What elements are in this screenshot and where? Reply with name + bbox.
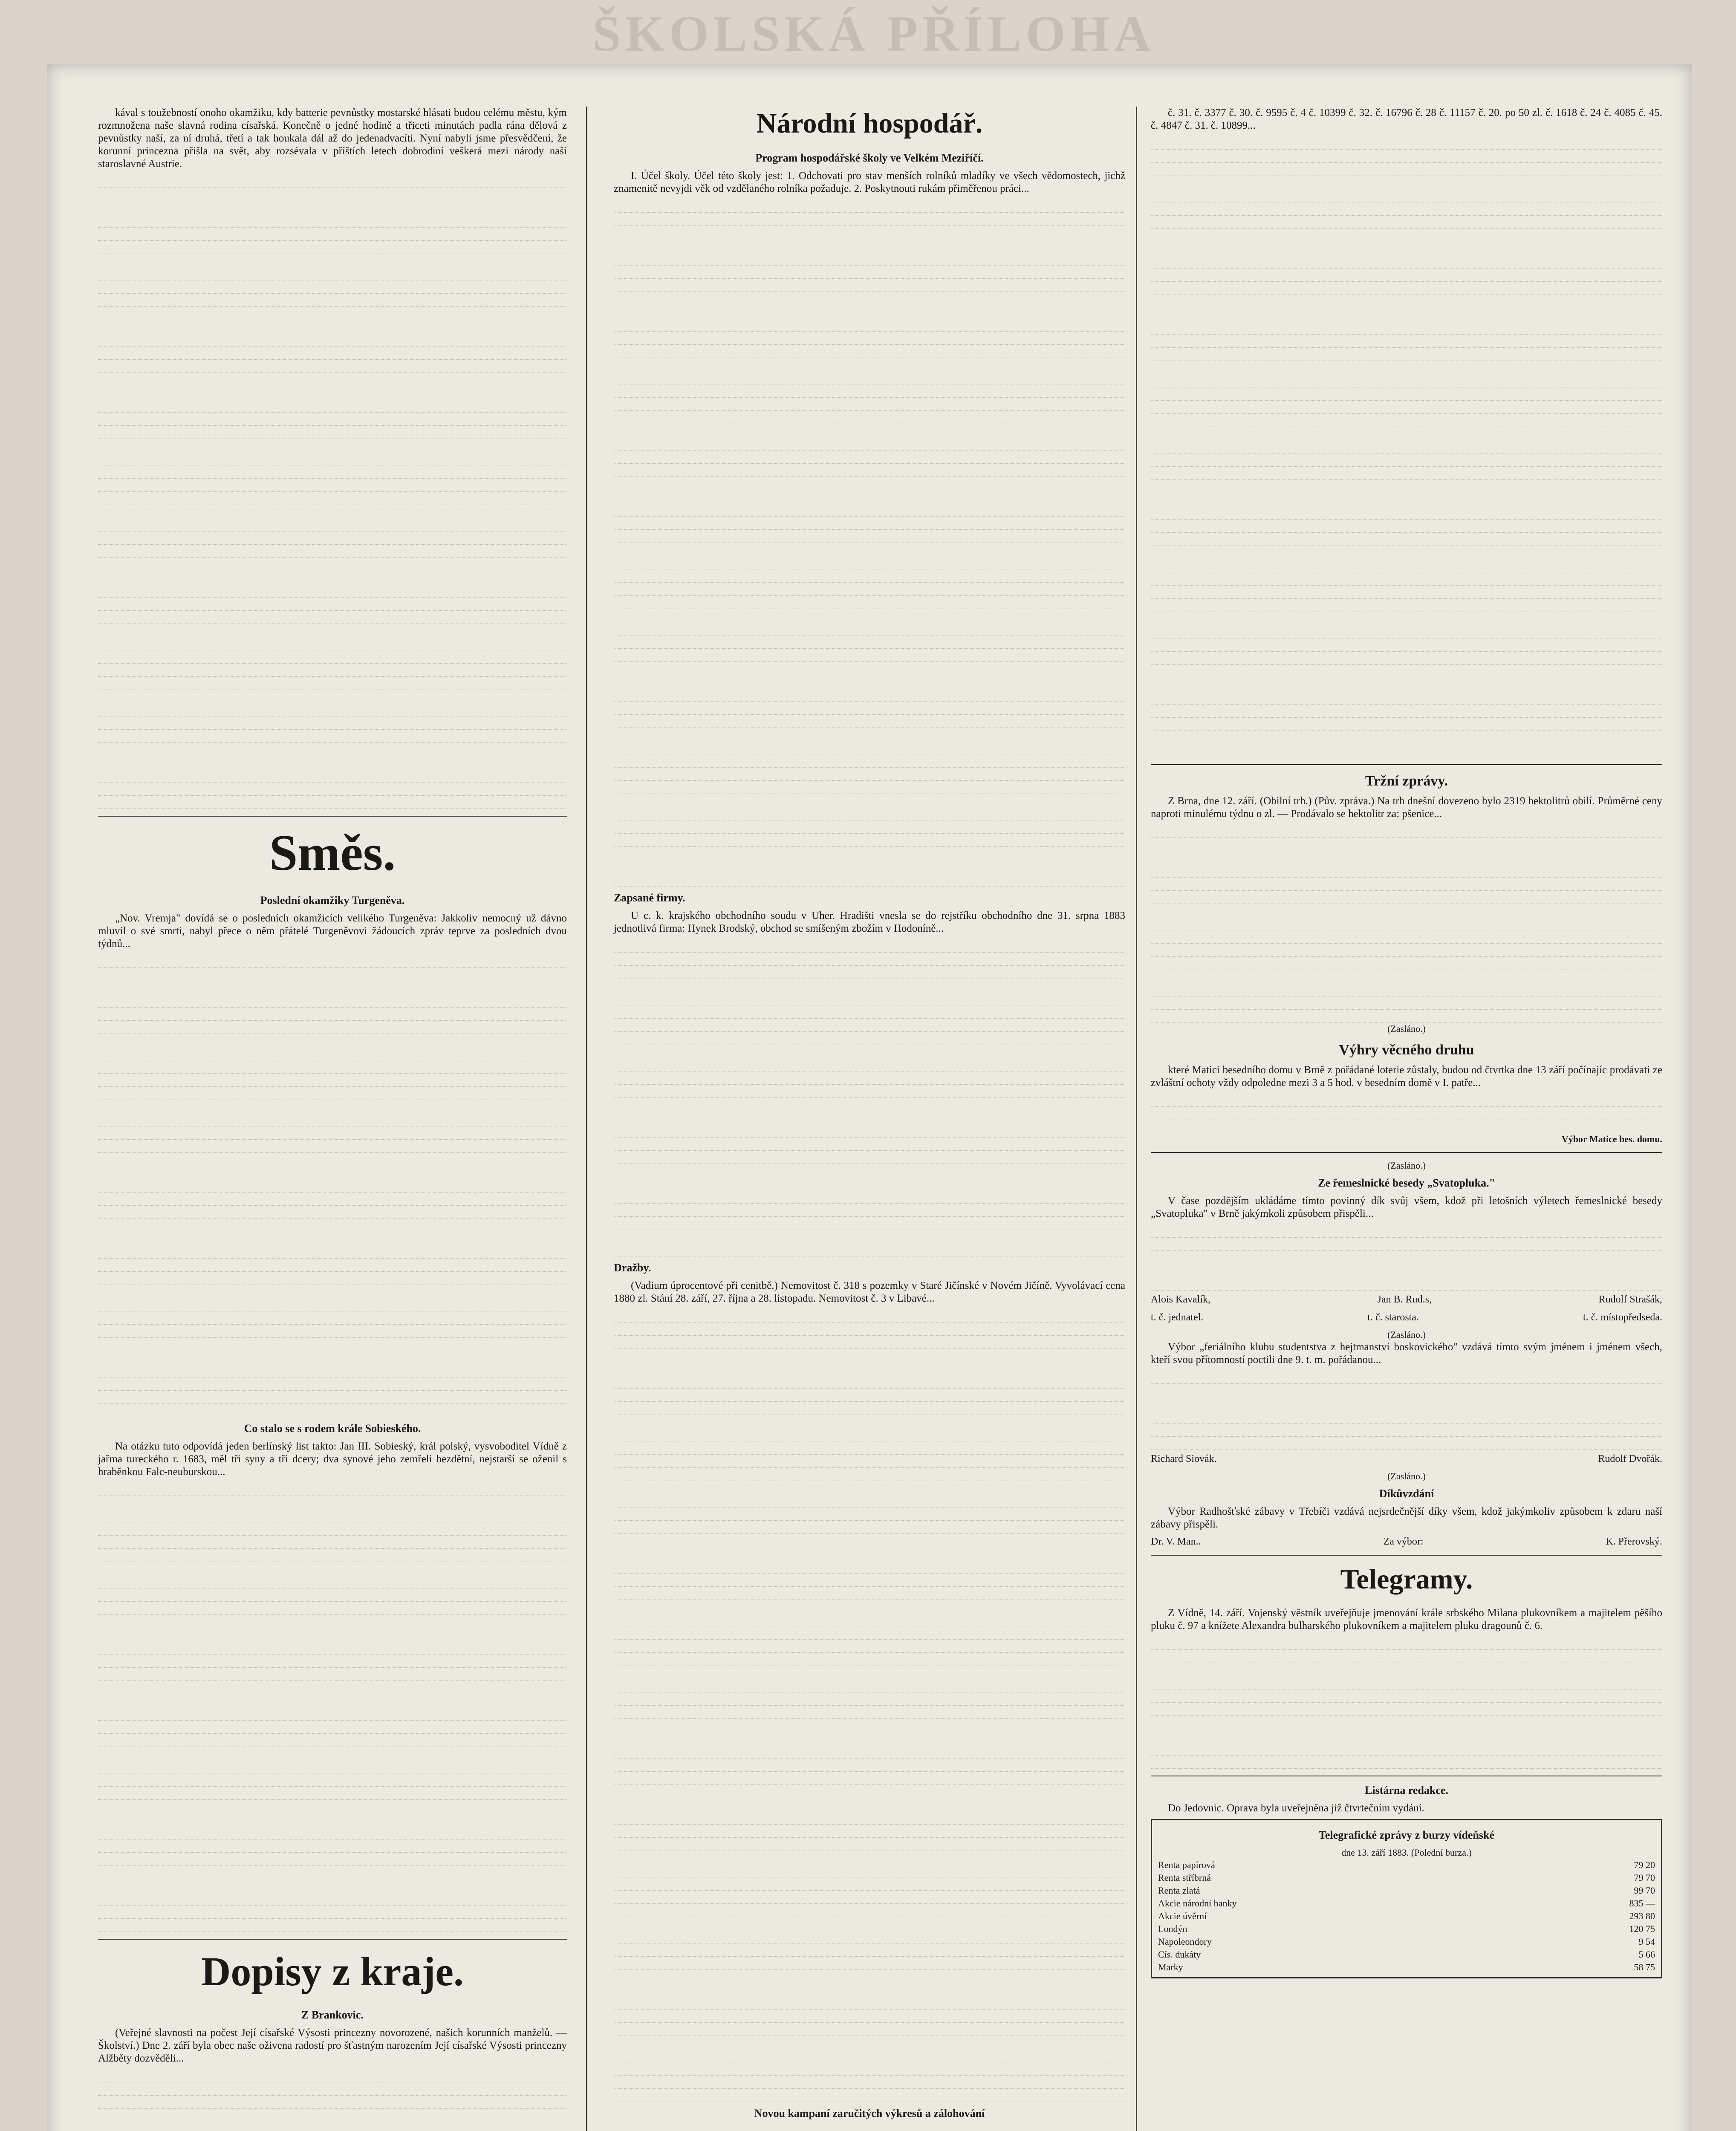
article-text: Z Vídně, 14. září. Vojenský věstník uveřejňuje jmenování krále srbského Milana plukovníkem a majitelem pěšího pluku č. 97 a knížete Alexandra bulharského plukovníkem a majitelem pluku dragounů č. 6.: [1151, 1607, 1662, 1631]
article-heading: Zapsané firmy.: [614, 892, 685, 904]
column-1: [98, 107, 567, 2131]
rate-value: 79 20: [1634, 1860, 1655, 1870]
article-heading: Poslední okamžiky Turgeněva.: [260, 894, 405, 907]
masthead-ghost: ŠKOLSKÁ PŘÍLOHA: [592, 5, 1155, 62]
section-title-trzni: Tržní zprávy.: [1365, 773, 1448, 789]
divider: [1151, 1555, 1662, 1556]
signature-name: Jan B. Rud.s,: [1377, 1294, 1432, 1305]
section-title-listarna: Listárna redakce.: [1365, 1784, 1448, 1796]
column-rule: [1136, 107, 1137, 2131]
rate-value: 5 66: [1638, 1949, 1655, 1960]
signature-name: Dr. V. Man..: [1151, 1536, 1201, 1547]
article-heading: Co stalo se s rodem krále Sobieského.: [244, 1422, 421, 1435]
signature-role: t. č. starosta.: [1367, 1312, 1419, 1323]
section-title-dikuvzdani: Díkůvzdání: [1379, 1487, 1434, 1500]
rate-value: 58 75: [1634, 1962, 1655, 1972]
rate-label: Marky: [1158, 1962, 1183, 1972]
stock-rates-box: [1151, 1819, 1662, 1978]
rate-label: Cís. dukáty: [1158, 1949, 1201, 1960]
signature-row: [1151, 1535, 1662, 1548]
rates-table: [1155, 1859, 1658, 1974]
rates-row: [1155, 1923, 1658, 1935]
zaslano-note: (Zasláno.): [1387, 1023, 1426, 1034]
signature-name: Rudolf Strašák,: [1598, 1294, 1662, 1305]
body-text-lines: [98, 1483, 567, 1932]
rates-row: [1155, 1859, 1658, 1871]
body-text-lines: [1151, 1224, 1662, 1291]
body-text-lines: [1151, 136, 1662, 757]
column-rule: [586, 107, 587, 2131]
section-title-narodni-hospodar: Národní hospodář.: [756, 108, 983, 139]
body-text-lines: [614, 1309, 1125, 2102]
rate-value: 835 —: [1629, 1898, 1655, 1909]
section-title-telegramy: Telegramy.: [1340, 1564, 1473, 1595]
article-text: Do Jedovnic. Oprava byla uveřejněna již čtvrtečním vydání.: [1168, 1802, 1424, 1814]
section-title-smes: Směs.: [269, 824, 396, 881]
rates-row: [1155, 1910, 1658, 1923]
article-heading: Program hospodářské školy ve Velkém Meziříčí.: [755, 152, 984, 164]
body-text-lines: [98, 2069, 567, 2131]
body-text-lines: [614, 199, 1125, 886]
article-heading: Novou kampaní zaručitých výkresů a zálohování: [754, 2107, 985, 2119]
rate-label: Renta stříbrná: [1158, 1872, 1211, 1883]
rate-label: Akcie národní banky: [1158, 1898, 1237, 1909]
article-text: „Nov. Vremja" dovídá se o posledních okamžicích velikého Turgeněva: Jakkoliv nemocný už dávno mluvil o své smrti, nabyl přece o něm přátelé Turgeněvovi žádoucích zpráv teprve za posledních dvou týdnů...: [98, 912, 567, 950]
article-heading: Dražby.: [614, 1262, 651, 1274]
body-text-lines: [1151, 825, 1662, 1023]
section-title-svatopluk: Ze řemeslnické besedy „Svatopluka.": [1318, 1177, 1495, 1189]
signature-name: K. Přerovský.: [1606, 1536, 1662, 1547]
article-text: Výbor „feriálního klubu studentstva z hejtmanství boskovického" vzdává tímto svým jménem i jménem všech, kteří svou přítomností poctili dne 9. t. m. pořádanou...: [1151, 1341, 1662, 1366]
body-text-lines: [1151, 1094, 1662, 1133]
divider: [1151, 764, 1662, 765]
section-title-vyhry: Výhry věcného druhu: [1339, 1042, 1474, 1058]
body-text-lines: [614, 2125, 1125, 2131]
signature-role: t. č. místopředseda.: [1583, 1312, 1662, 1323]
divider: [98, 816, 567, 817]
article-text: které Matici besedního domu v Brně z pořádané loterie zůstaly, budou od čtvrtka dne 13 září počínajíc prodávati ze zvláštní ochoty vždy odpoledne mezi 3 a 5 hod. v besedním domě v I. patře...: [1151, 1064, 1662, 1089]
signature-name: Za výbor:: [1383, 1536, 1424, 1547]
rate-label: Londýn: [1158, 1923, 1187, 1934]
rates-title: Telegrafické zprávy z burzy vídeňské: [1318, 1829, 1495, 1841]
rates-row: [1155, 1935, 1658, 1948]
lottery-numbers: č. 31. č. 3377 č. 30. č. 9595 č. 4 č. 10399 č. 32. č. 16796 č. 28 č. 11157 č. 20. po 50 zl. č. 1618 č. 24 č. 4085 č. 45. č. 4847 č. 31. č. 10899...: [1151, 107, 1662, 131]
rate-value: 9 54: [1638, 1936, 1655, 1947]
article-text: (Veřejné slavnosti na počest Její císařské Výsosti princezny novorozené, našich korunních manželů. — Školství.) Dne 2. září byla obec naše oživena radostí pro šťastným narozením Její císařské Výsosti princezny Alžběty dozvěděli...: [98, 2027, 567, 2064]
rates-row: [1155, 1897, 1658, 1910]
zaslano-note: (Zasláno.): [1387, 1160, 1426, 1171]
body-text-lines: [98, 955, 567, 1417]
signature-row: [1151, 1452, 1662, 1465]
rate-value: 293 80: [1629, 1911, 1655, 1921]
article-text: (Vadium úprocentové při cenitbě.) Nemovitost č. 318 s pozemky v Staré Jičínské v Novém Jičíně. Vyvolávací cena 1880 zl. Stání 28. září, 27. října a 28. listopadu. Nemovitost č. 3 v Libavé...: [614, 1280, 1125, 1304]
rate-value: 99 70: [1634, 1885, 1655, 1896]
rates-row: [1155, 1871, 1658, 1884]
zaslano-note: (Zasláno.): [1387, 1471, 1426, 1481]
rates-row: [1155, 1884, 1658, 1897]
body-text-lines: [614, 939, 1125, 1256]
article-text: Výbor Radhošťské zábavy v Třebíči vzdává nejsrdečnější díky všem, kdož jakýmkoliv způsobem k zdaru naší zábavy přispěli.: [1151, 1506, 1662, 1530]
signature-row: [1151, 1293, 1662, 1306]
rates-subtitle: dne 13. září 1883. (Polední burza.): [1341, 1847, 1472, 1858]
article-heading: Z Brankovic.: [301, 2009, 364, 2021]
body-text-lines: [1151, 1637, 1662, 1769]
signature: Výbor Matice bes. domu.: [1561, 1134, 1662, 1144]
article-text: I. Účel školy. Účel této školy jest: 1. Odchovati pro stav menších rolníků mladíky ve všech vědomostech, jichž znamenitě nevyjdi věk od vzdělaného rolníka požaduje. 2. Poskytnouti rukám přiměřenou práci...: [614, 170, 1125, 194]
section-title-dopisy: Dopisy z kraje.: [201, 1949, 464, 1994]
body-text-lines: [1151, 1371, 1662, 1450]
rate-label: Napoleondory: [1158, 1936, 1212, 1947]
rate-value: 79 70: [1634, 1872, 1655, 1883]
signature-name: Alois Kavalík,: [1151, 1294, 1210, 1305]
body-text-lines: [98, 175, 567, 809]
signature-role-row: [1151, 1311, 1662, 1324]
signature-role: t. č. jednatel.: [1151, 1312, 1204, 1323]
column-3: [1151, 107, 1662, 1978]
zaslano-note: (Zasláno.): [1387, 1329, 1426, 1340]
article-text: V čase pozdějším ukládáme tímto povinný dík svůj všem, kdož při letošních výletech řemeslnické besedy „Svatopluka" v Brně jakýmkoli způsobem přispěli...: [1151, 1195, 1662, 1219]
article-text: U c. k. krajského obchodního soudu v Uher. Hradišti vnesla se do rejstříku obchodního dne 31. srpna 1883 jednotlivá firma: Hynek Brodský, obchod se smíšeným zbožím v Hodoníně...: [614, 910, 1125, 934]
rate-label: Akcie úvěrní: [1158, 1911, 1207, 1921]
signature-name: Rudolf Dvořák.: [1598, 1453, 1662, 1464]
divider: [1151, 1152, 1662, 1153]
intro-paragraph: kával s toužebností onoho okamžiku, kdy batterie pevnůstky mostarské hlásati budou celému městu, kým rozmnožena naše slavná rodina císařská. Konečně o jedné hodině a třiceti minutách padla rána dělová z pevnůstky naší, za ní druhá, třetí a tak houkala dál až do jedenadvacíti. Nyní nabyli jsme přesvědčení, že korunní princezna přišla na svět, aby rozsévala v příštích letech dobrodiní veškerá mezi národy naší staroslavné Austrie.: [98, 107, 567, 170]
divider: [98, 1939, 567, 1940]
article-text: Na otázku tuto odpovídá jeden berlínský list takto: Jan III. Sobieský, král polský, vysvoboditel Vídně z jařma tureckého r. 1683, měl tři syny a tři dcery; dva synové jeho zemřeli bezdětní, nejstarší se oženil s hraběnkou Falc-neuburskou...: [98, 1441, 567, 1478]
signature-name: Richard Siovák.: [1151, 1453, 1217, 1464]
column-2: [614, 107, 1125, 2131]
rate-label: Renta papírová: [1158, 1860, 1215, 1870]
rates-row: [1155, 1948, 1658, 1961]
article-text: Z Brna, dne 12. září. (Obilní trh.) (Pův. zpráva.) Na trh dnešní dovezeno bylo 2319 hektolitrů obilí. Průměrné ceny naproti minulému týdnu o zl. — Prodávalo se hektolitr za: pšenice...: [1151, 795, 1662, 820]
rate-value: 120 75: [1629, 1923, 1655, 1934]
rates-row: [1155, 1961, 1658, 1974]
newspaper-page: [47, 64, 1692, 2131]
rate-label: Renta zlatá: [1158, 1885, 1200, 1896]
